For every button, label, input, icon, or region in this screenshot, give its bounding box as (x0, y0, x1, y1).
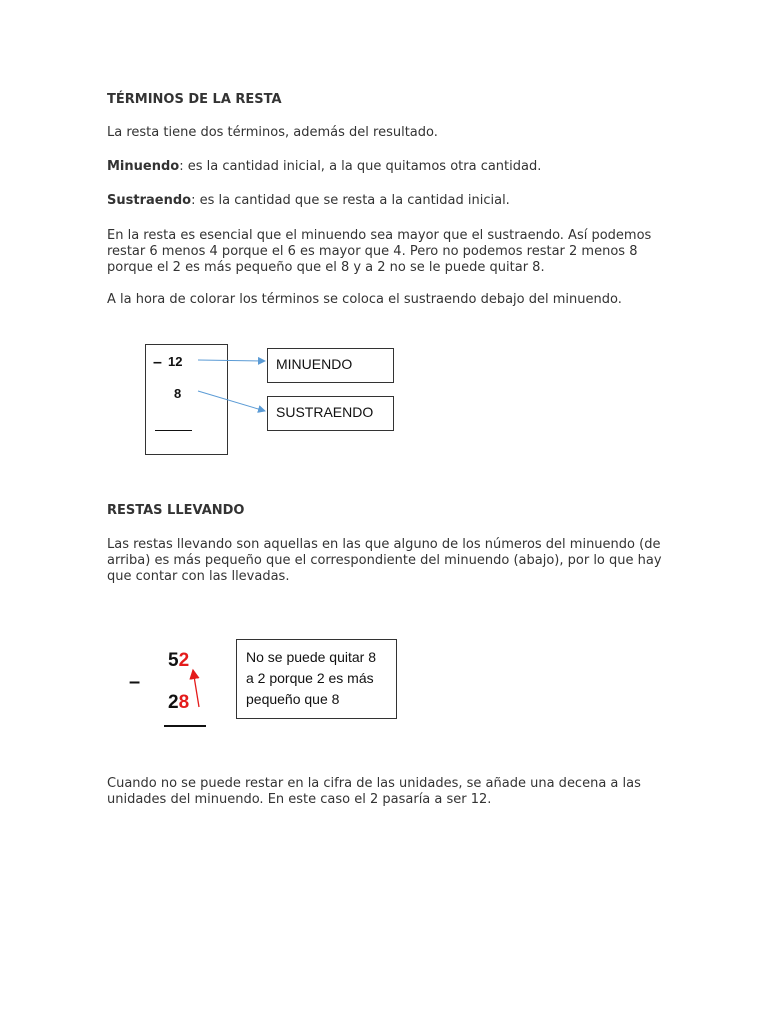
minus-sign-2: – (129, 671, 141, 693)
section-heading-terminos: TÉRMINOS DE LA RESTA (107, 92, 282, 107)
explanation-paragraph: Cuando no se puede restar en la cifra de las unidades, se añade una decena a las unidades del minuendo. En este caso el 2 pasaría a ser 12. (107, 776, 641, 807)
intro-paragraph: La resta tiene dos términos, además del resultado. (107, 125, 438, 140)
note-line-1: No se puede quitar 8 (246, 649, 376, 665)
top-tens-digit: 5 (168, 650, 179, 671)
top-units-digit: 2 (178, 650, 190, 671)
sustraendo-term: Sustraendo (107, 193, 192, 208)
minuendo-number: 12 (168, 354, 183, 369)
note-text (246, 647, 376, 710)
sustraendo-label: SUSTRAENDO (276, 404, 374, 420)
coloring-paragraph: A la hora de colorar los términos se coloca el sustraendo debajo del minuendo. (107, 292, 622, 307)
bottom-tens-digit: 2 (168, 692, 179, 713)
minuendo-def-text: : es la cantidad inicial, a la que quitamos otra cantidad. (179, 159, 542, 174)
minuendo-term: Minuendo (107, 159, 180, 174)
sustraendo-number: 8 (174, 386, 182, 401)
llevando-description: Las restas llevando son aquellas en las que alguno de los números del minuendo (de arriba) es más pequeño que el correspondiente del minuendo (abajo), por lo que hay que contar con las llevadas. (107, 537, 662, 584)
bottom-units-digit: 8 (178, 692, 190, 713)
section-heading-llevando: RESTAS LLEVANDO (107, 503, 245, 518)
note-line-3: pequeño que 8 (246, 691, 340, 707)
sustraendo-def-text: : es la cantidad que se resta a la cantidad inicial. (191, 193, 510, 208)
essential-paragraph: En la resta es esencial que el minuendo sea mayor que el sustraendo. Así podemos restar 6 menos 4 porque el 6 es mayor que 4. Pero no podemos restar 2 menos 8 porque el 2 es más pequeño que el 8 y a 2 no se le puede quitar 8. (107, 228, 652, 275)
note-line-2: a 2 porque 2 es más (246, 670, 374, 686)
minuendo-label: MINUENDO (276, 356, 353, 372)
minus-sign: – (153, 354, 162, 371)
red-arrow (193, 670, 199, 707)
